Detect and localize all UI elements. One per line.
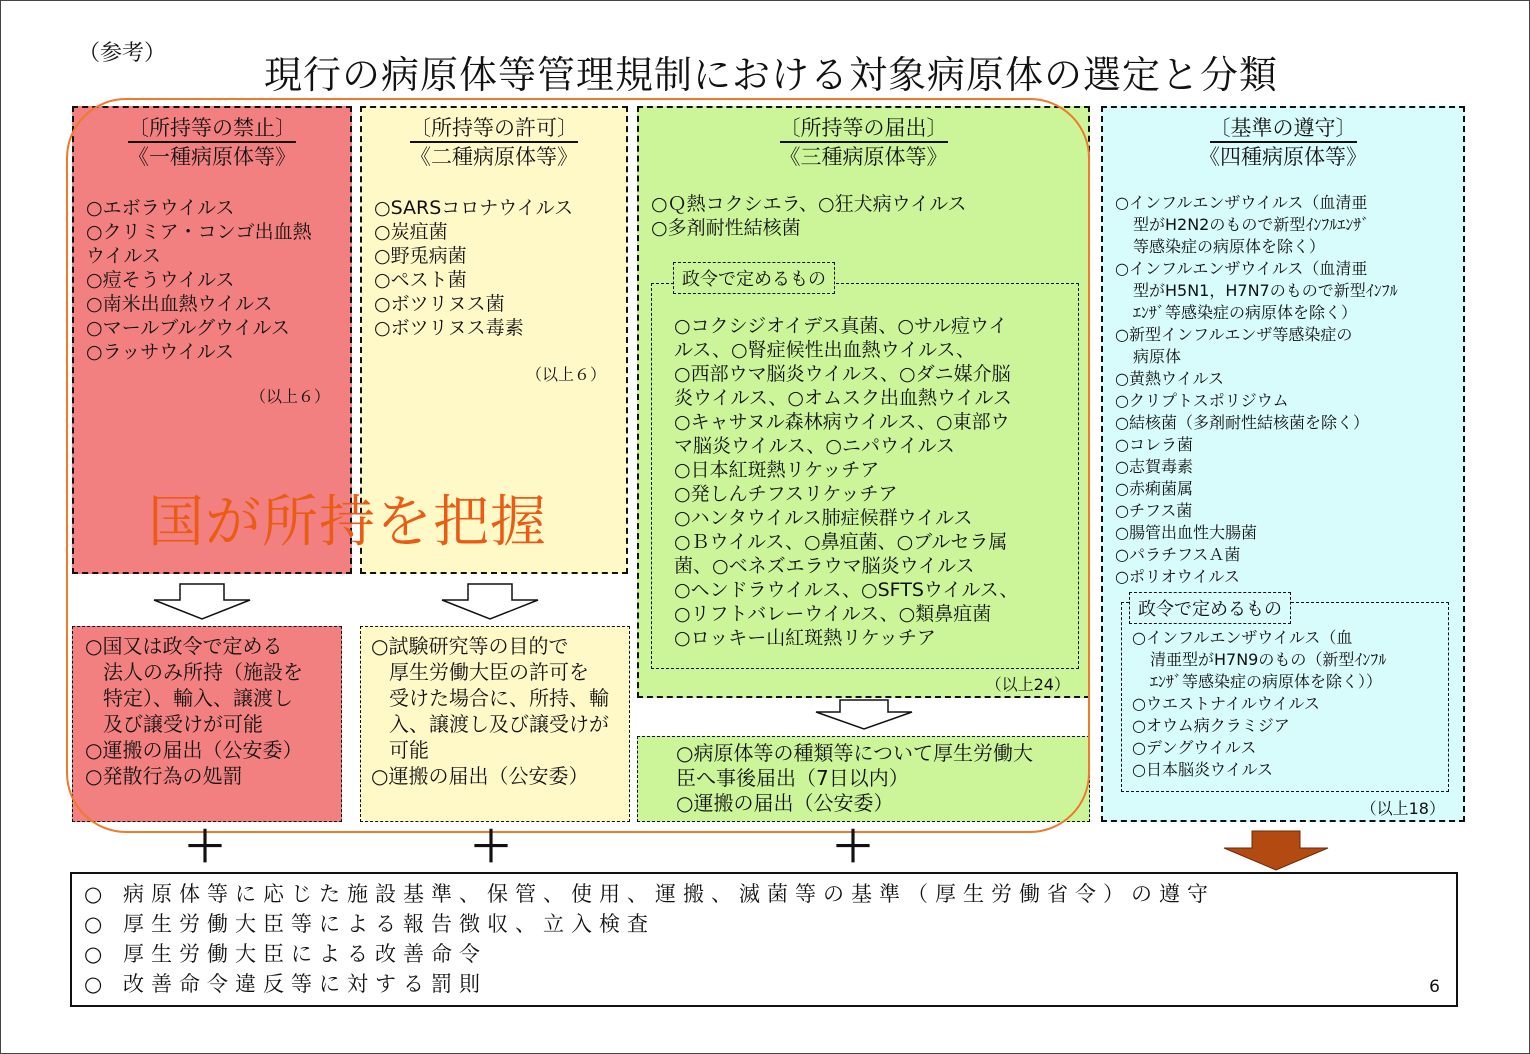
list-item: ○キャサヌル森林病ウイルス、○東部ウ (674, 411, 1010, 433)
class3-type: 《三種病原体等》 (779, 145, 948, 169)
rule-item: 可能 (389, 738, 429, 762)
class1-rules (85, 633, 303, 789)
class1-pathogen-list (86, 196, 312, 364)
rule-item: ○運搬の届出（公安委） (676, 791, 894, 815)
list-item: ○チフス菌 (1115, 501, 1193, 520)
down-arrow-icon (150, 582, 254, 622)
list-item: 炎ウイルス、○オムスク出血熱ウイルス (674, 387, 1012, 409)
page-number: 6 (1429, 977, 1440, 997)
class2-count: （以上６） (525, 365, 606, 384)
list-item: ○デングウイルス (1132, 738, 1257, 757)
list-item: ○コクシジオイデス真菌、○サル痘ウイ (674, 315, 1008, 337)
list-item: ○リフトバレーウイルス、○類鼻疽菌 (674, 603, 992, 625)
class4-header (1103, 114, 1463, 171)
common-rule-item: ○ 厚生労働大臣による改善命令 (84, 942, 487, 966)
class2-type: 《二種病原体等》 (410, 145, 578, 169)
class3-header (639, 114, 1088, 171)
class1-category: 〔所持等の禁止〕 (128, 115, 296, 143)
rule-item: 特定）、輸入、譲渡し (103, 686, 293, 710)
plus-icon: ＋ (832, 822, 875, 871)
rule-item: 臣へ事後届出（7日以内） (676, 766, 909, 790)
list-item: ○日本紅斑熱リケッチア (674, 459, 880, 481)
list-item: 型がH2N2のもので新型ｲﾝﾌﾙｴﾝｻﾞ (1133, 215, 1370, 234)
list-item: ○ロッキー山紅斑熱リケッチア (674, 627, 936, 649)
rule-item: ○発散行為の処罰 (85, 764, 243, 788)
class1-header (74, 114, 350, 171)
list-item: ｴﾝｻﾞ等感染症の病原体を除く） (1133, 303, 1358, 322)
state-tracking-label: 国が所持を把握 (148, 490, 547, 555)
list-item: ○新型インフルエンザ等感染症の (1115, 325, 1353, 344)
common-rule-item: ○ 改善命令違反等に対する罰則 (84, 972, 487, 996)
class2-pathogen-list (374, 196, 573, 340)
class4-seirei-label: 政令で定めるもの (1129, 592, 1291, 624)
class3-category: 〔所持等の届出〕 (780, 115, 948, 143)
rule-item: ○試験研究等の目的で (371, 634, 569, 658)
list-item: ○腸管出血性大腸菌 (1115, 523, 1257, 542)
rule-item: 法人のみ所持（施設を (103, 660, 303, 684)
list-item: ○クリミア・コンゴ出血熱 (86, 221, 312, 243)
down-arrow-solid-icon (1222, 830, 1330, 872)
rule-item: ○病原体等の種類等について厚生労働大 (676, 741, 1034, 765)
class2-rules (371, 633, 609, 789)
list-item: ○ポリオウイルス (1115, 567, 1240, 586)
rule-item: ○国又は政令で定める (85, 634, 283, 658)
rule-item: ○運搬の届出（公安委） (371, 764, 589, 788)
rule-item: ○運搬の届出（公安委） (85, 738, 303, 762)
list-item: 清亜型がH7N9のもの（新型ｲﾝﾌﾙ (1150, 650, 1387, 669)
list-item: ○発しんチフスリケッチア (674, 483, 898, 505)
class3-count: （以上24） (985, 675, 1070, 694)
class4-type: 《四種病原体等》 (1199, 145, 1367, 169)
rule-item: 入、譲渡し及び譲受けが (389, 712, 609, 736)
list-item: ○パラチフスＡ菌 (1115, 545, 1241, 564)
list-item: ○インフルエンザウイルス（血 (1132, 628, 1353, 647)
rule-item: 及び譲受けが可能 (103, 712, 263, 736)
down-arrow-icon (438, 582, 542, 622)
class1-rules-box (72, 626, 342, 822)
list-item: ○ペスト菌 (374, 269, 467, 291)
class4-count: （以上18） (1360, 799, 1445, 818)
page-title-text: 現行の病原体等管理規制における対象病原体の選定と分類 (263, 53, 1278, 97)
class4-seirei-list (1132, 627, 1386, 781)
class3-seirei-box (651, 283, 1079, 669)
class3-box (637, 106, 1090, 698)
list-item: ○日本脳炎ウイルス (1132, 760, 1274, 779)
list-item: ○インフルエンザウイルス（血清亜 (1115, 259, 1368, 278)
class2-header (362, 114, 626, 171)
list-item: ｴﾝｻﾞ等感染症の病原体を除く）） (1150, 672, 1383, 691)
list-item: ○マールブルグウイルス (86, 317, 290, 339)
plus-icon: ＋ (470, 822, 513, 871)
class4-category: 〔基準の遵守〕 (1210, 115, 1357, 143)
class3-seirei-label: 政令で定めるもの (673, 262, 835, 294)
list-item: 菌、○ベネズエラウマ脳炎ウイルス (674, 555, 975, 577)
list-item: 病原体 (1133, 347, 1182, 366)
list-item: ○西部ウマ脳炎ウイルス、○ダニ媒介脳 (674, 363, 1011, 385)
class2-rules-box (360, 626, 630, 822)
list-item: ○オウム病クラミジア (1132, 716, 1290, 735)
list-item: ○ボツリヌス菌 (374, 293, 505, 315)
list-item: ルス、○腎症候性出血熱ウイルス、 (674, 339, 976, 361)
list-item: ○志賀毒素 (1115, 457, 1193, 476)
class4-seirei-box (1121, 602, 1449, 792)
list-item: ○Ｑ熱コクシエラ、○狂犬病ウイルス (651, 193, 967, 215)
list-item: ○痘そうウイルス (86, 269, 235, 291)
common-rule-item: ○ 厚生労働大臣等による報告徴収、立入検査 (84, 912, 655, 936)
list-item: ○黄熱ウイルス (1115, 369, 1225, 388)
class4-box (1101, 106, 1465, 822)
list-item: ○クリプトスポリジウム (1115, 391, 1289, 410)
class2-category: 〔所持等の許可〕 (410, 115, 578, 143)
list-item: ウイルス (86, 245, 161, 267)
list-item: ○南米出血熱ウイルス (86, 293, 273, 315)
class1-count: （以上６） (249, 387, 330, 406)
class1-type: 《一種病原体等》 (128, 145, 296, 169)
rule-item: 受けた場合に、所持、輸 (389, 686, 609, 710)
list-item: 等感染症の病原体を除く） (1133, 237, 1326, 256)
reference-label: （参考） (78, 41, 167, 66)
list-item: ○Ｂウイルス、○鼻疽菌、○ブルセラ属 (674, 531, 1008, 553)
common-rules-box (70, 872, 1458, 1007)
class3-rules-box (637, 736, 1090, 822)
list-item: ○コレラ菌 (1115, 435, 1193, 454)
list-item: 型がH5N1，H7N7のもので新型ｲﾝﾌﾙ (1133, 281, 1398, 300)
class4-pathogen-list (1115, 192, 1398, 588)
rule-item: 厚生労働大臣の許可を (389, 660, 589, 684)
class3-pathogen-list (651, 192, 967, 240)
down-arrow-icon (812, 698, 916, 732)
list-item: ○ウエストナイルウイルス (1132, 694, 1320, 713)
class3-rules (676, 741, 1033, 816)
list-item: ○ハンタウイルス肺症候群ウイルス (674, 507, 973, 529)
list-item: ○インフルエンザウイルス（血清亜 (1115, 193, 1368, 212)
list-item: ○ボツリヌス毒素 (374, 317, 524, 339)
list-item: ○炭疽菌 (374, 221, 448, 243)
list-item: ○ラッサウイルス (86, 341, 235, 363)
list-item: ○エボラウイルス (86, 197, 235, 219)
list-item: ○ヘンドラウイルス、○SFTSウイルス、 (674, 579, 1019, 601)
common-rule-item: ○ 病原体等に応じた施設基準、保管、使用、運搬、滅菌等の基準（厚生労働省令）の遵守 (84, 882, 1215, 906)
list-item: ○野兎病菌 (374, 245, 467, 267)
class3-seirei-list (674, 314, 1018, 650)
list-item: マ脳炎ウイルス、○ニパウイルス (674, 435, 955, 457)
list-item: ○SARSコロナウイルス (374, 197, 574, 219)
plus-icon: ＋ (184, 822, 227, 871)
page-title (0, 44, 1530, 99)
list-item: ○赤痢菌属 (1115, 479, 1193, 498)
list-item: ○多剤耐性結核菌 (651, 217, 801, 239)
list-item: ○結核菌（多剤耐性結核菌を除く） (1115, 413, 1369, 432)
